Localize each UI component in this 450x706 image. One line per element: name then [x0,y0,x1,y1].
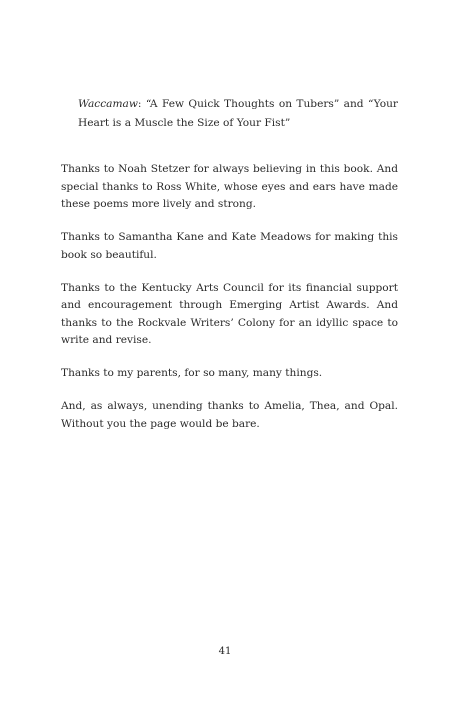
journal-title: Waccamaw [78,98,138,110]
thanks-section [61,161,398,449]
paragraph: Thanks to the Kentucky Arts Council for its financial support and encouragement through Emerging Artist Awards. And thanks to the Rockvale Writers’ Colony for an idyllic space to write and revise. [61,281,398,346]
paragraph: Thanks to my parents, for so many, many things. [61,367,323,379]
page-number: 41 [218,646,232,657]
poem-titles: : “A Few Quick Thoughts on Tubers” and “Your Heart is a Muscle the Size of Your Fist” [78,98,398,129]
paragraph: Thanks to Noah Stetzer for always believing in this book. And special thanks to Ross White, whose eyes and ears have made these poems more lively and strong. [61,163,398,210]
paragraph: And, as always, unending thanks to Amelia, Thea, and Opal. Without you the page would be bare. [61,400,398,430]
paragraph: Thanks to Samantha Kane and Kate Meadows for making this book so beautiful. [61,231,398,261]
acknowledgment-entry [78,95,398,133]
